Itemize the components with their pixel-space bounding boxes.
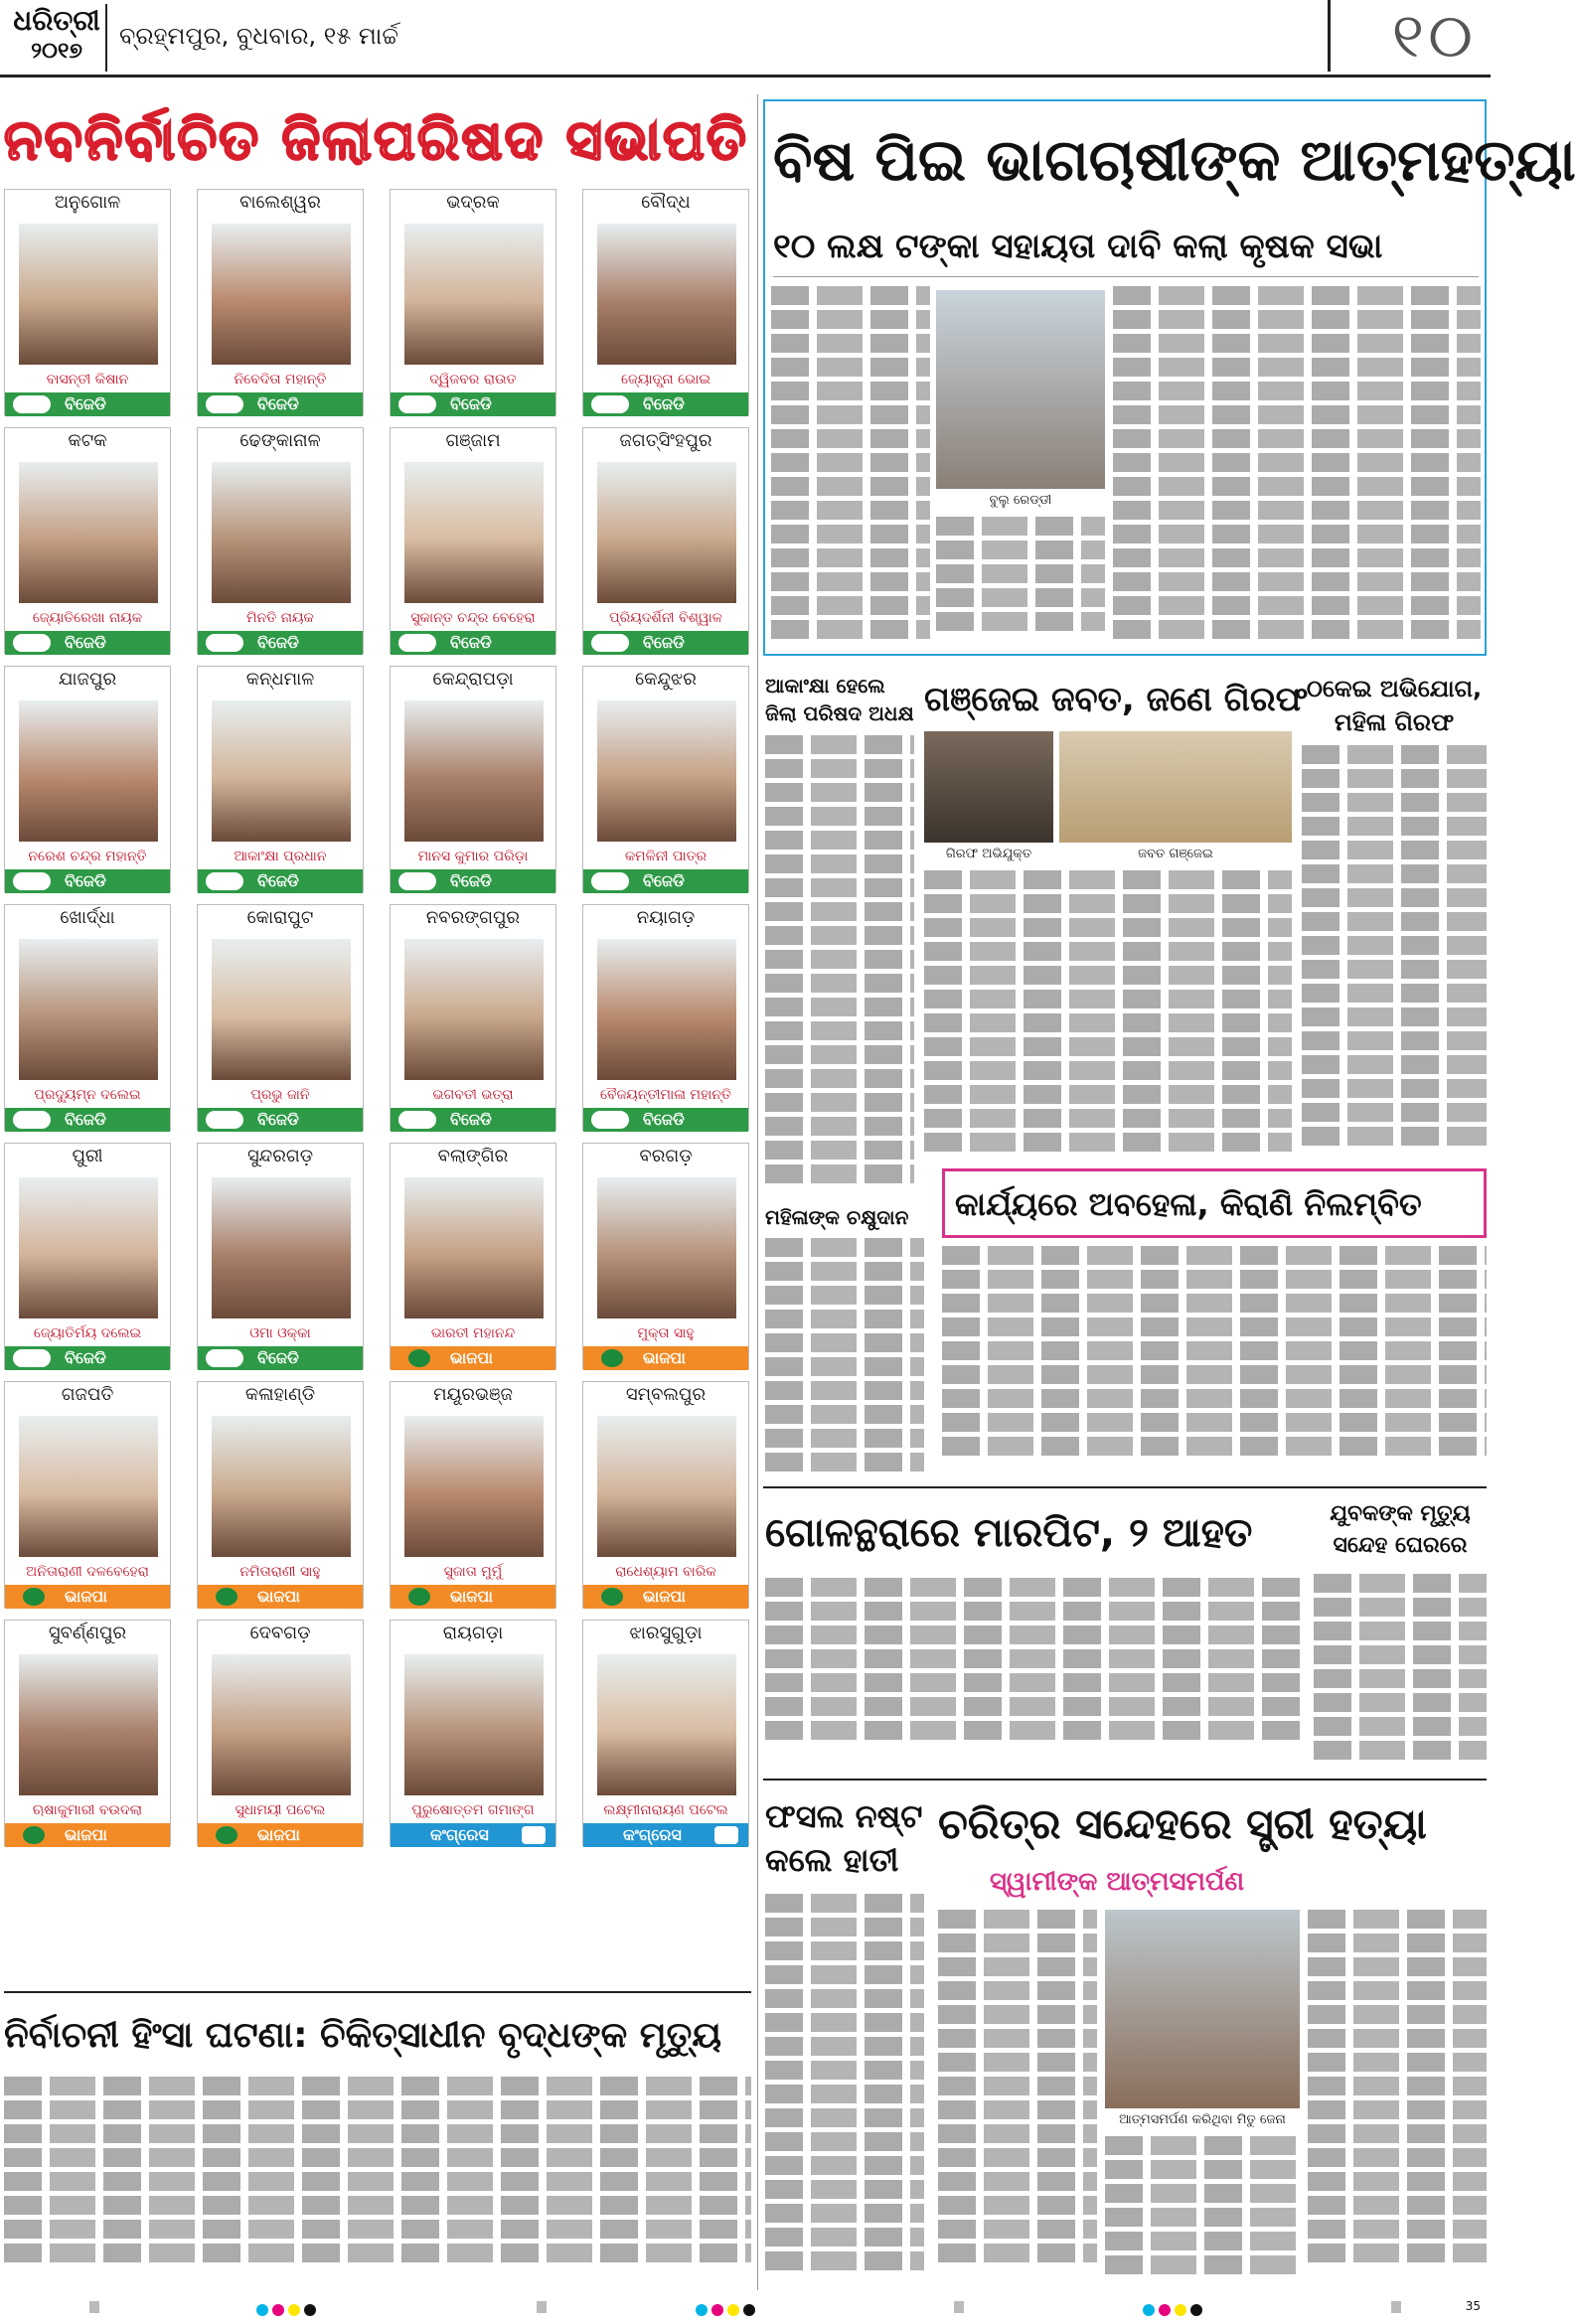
candidate-name: ସୁଜାତା ମୁର୍ମୁ xyxy=(443,1564,503,1580)
section-title-zp-chairs: ନବନିର୍ବାଚିତ ଜିଲାପରିଷଦ ସଭାପତି xyxy=(4,108,748,173)
article-body-clerk-suspended xyxy=(942,1246,1487,1476)
candidate-photo xyxy=(404,939,544,1080)
zp-chair-card xyxy=(197,1143,364,1369)
party-badge xyxy=(583,1585,748,1609)
party-label: ଭାଜପା xyxy=(65,1587,107,1606)
zp-chair-card xyxy=(390,189,556,415)
caption-accused: ଗିରଫ ଅଭିଯୁକ୍ତ xyxy=(945,847,1032,861)
district-name: ମୟୂରଭଞ୍ଜ xyxy=(433,1384,513,1405)
headline-wife-murder: ଚରିତ୍ର ସନ୍ଦେହରେ ସ୍ତ୍ରୀ ହତ୍ୟା xyxy=(938,1799,1427,1848)
party-label: ଭାଜପା xyxy=(257,1825,300,1844)
candidate-photo xyxy=(404,1177,544,1318)
party-label: ବିଜେଡି xyxy=(257,394,299,413)
zp-chair-card xyxy=(4,904,171,1131)
district-name: ଗଜପତି xyxy=(61,1384,114,1405)
candidate-photo xyxy=(404,462,544,603)
district-name: ଅନୁଗୋଳ xyxy=(54,192,121,213)
candidate-photo xyxy=(212,1654,351,1795)
hand-icon xyxy=(714,1826,738,1844)
candidate-name: ଜ୍ୟୋତିର୍ମୟ ଦଲେଇ xyxy=(33,1325,142,1341)
candidate-photo xyxy=(212,939,351,1080)
district-name: ସମ୍ବଲପୁର xyxy=(625,1384,707,1405)
zp-chair-grid xyxy=(4,189,751,1977)
district-name: ଖୋର୍ଦ୍ଧା xyxy=(60,907,115,928)
zp-chair-card xyxy=(390,1143,556,1369)
candidate-photo xyxy=(212,462,351,603)
headline-clerk-suspended: କାର୍ଯ୍ୟରେ ଅବହେଳା, କିରାଣି ନିଲମ୍ବିତ xyxy=(955,1185,1422,1223)
district-name: ଝାରସୁଗୁଡ଼ା xyxy=(629,1623,703,1643)
candidate-photo xyxy=(597,1416,736,1557)
candidate-name: ସୁକାନ୍ତ ଚନ୍ଦ୍ର ବେହେରା xyxy=(410,610,536,626)
party-label: ବିଜେଡି xyxy=(257,633,299,652)
district-name: ବଲାଙ୍ଗିର xyxy=(437,1146,509,1166)
zp-chair-card xyxy=(197,427,364,654)
page-number: ୧୦ xyxy=(1328,0,1477,72)
newspaper-logo xyxy=(8,4,107,72)
party-label: ବିଜେଡି xyxy=(643,633,685,652)
lotus-icon xyxy=(216,1826,237,1844)
party-label: ବିଜେଡି xyxy=(65,1110,106,1129)
party-badge xyxy=(391,869,555,893)
lotus-icon xyxy=(23,1588,45,1606)
clerk-suspended-box xyxy=(942,1168,1487,1238)
candidate-name: ଲକ୍ଷ୍ମୀନାରାୟଣ ପଟେଲ xyxy=(603,1802,728,1818)
zp-chair-card xyxy=(4,1143,171,1369)
zp-chair-card xyxy=(390,1620,556,1846)
candidate-name: ପ୍ରଭୁ ଜାନି xyxy=(250,1087,310,1103)
lead-story-box xyxy=(763,99,1576,656)
party-badge xyxy=(391,1823,555,1847)
district-name: ବୌଦ୍ଧ xyxy=(641,192,691,213)
color-dots xyxy=(1143,2301,1206,2313)
zp-chair-card xyxy=(582,189,749,415)
party-label: ବିଜେଡି xyxy=(257,871,299,890)
photo-accused xyxy=(924,731,1053,843)
zp-chair-card xyxy=(197,904,364,1131)
candidate-photo xyxy=(597,462,736,603)
party-badge xyxy=(5,1108,170,1132)
party-label: ବିଜେଡି xyxy=(643,1110,685,1129)
logo-year: ୨୦୧୭ xyxy=(31,39,82,64)
article-body-golanthara xyxy=(765,1578,1302,1767)
party-badge xyxy=(5,631,170,655)
candidate-photo xyxy=(212,224,351,365)
article-body-wife-murder-col1 xyxy=(938,1910,1097,2287)
candidate-photo xyxy=(597,700,736,842)
party-label: ବିଜେଡି xyxy=(450,1110,492,1129)
column-divider xyxy=(757,94,758,2290)
conch-icon xyxy=(398,395,436,413)
district-name: ରାୟଗଡ଼ା xyxy=(442,1623,504,1643)
candidate-name: ଅନିତାରାଣୀ ଦଳବେହେରା xyxy=(26,1564,149,1580)
candidate-name: ନିବେଦିତା ମହାନ୍ତି xyxy=(234,372,327,387)
district-name: କନ୍ଧମାଳ xyxy=(245,669,315,690)
candidate-name: ସୁଧାମୟୀ ପଟେଲ xyxy=(235,1802,326,1818)
color-dots xyxy=(696,2301,759,2313)
conch-icon xyxy=(206,1349,243,1367)
article-body-youth-death xyxy=(1314,1574,1487,1769)
district-name: ଦେବଗଡ଼ xyxy=(249,1623,311,1643)
candidate-name: ଆକାଂକ୍ଷା ପ୍ରଧାନ xyxy=(234,849,327,864)
zp-chair-card xyxy=(582,904,749,1131)
conch-icon xyxy=(206,634,243,652)
candidate-name: ମୁକ୍ତା ସାହୁ xyxy=(637,1325,695,1341)
candidate-name: ଦ୍ୱିଜବର ରାଉତ xyxy=(429,372,517,387)
party-label: ବିଜେଡି xyxy=(450,633,492,652)
zp-chair-card xyxy=(197,1381,364,1608)
zp-chair-card xyxy=(4,666,171,892)
party-label: ବିଜେଡି xyxy=(65,871,106,890)
lotus-icon xyxy=(408,1349,430,1367)
party-badge xyxy=(583,631,748,655)
headline-lead: ବିଷ ପିଇ ଭାଗଚାଷୀଙ୍କ ଆତ୍ମହତ୍ୟା xyxy=(773,126,1576,194)
subhead-lead: ୧୦ ଲକ୍ଷ ଟଙ୍କା ସହାୟତା ଦାବି କଲା କୃଷକ ସଭା xyxy=(773,217,1479,277)
party-badge xyxy=(198,1346,363,1370)
headline-fraud: ଠକେଇ ଅଭିଯୋଗ, ମହିଳା ଗିରଫ xyxy=(1306,675,1483,736)
party-label: ବିଜେଡି xyxy=(450,871,492,890)
registration-bar xyxy=(537,2301,547,2313)
party-label: ବିଜେଡି xyxy=(257,1110,299,1129)
zp-chair-card xyxy=(4,189,171,415)
district-name: ବରଗଡ଼ xyxy=(639,1146,693,1166)
candidate-photo xyxy=(19,1654,158,1795)
party-badge xyxy=(391,1346,555,1370)
article-body-election-violence xyxy=(4,2077,751,2285)
district-name: ଯାଜପୁର xyxy=(58,669,117,690)
candidate-photo xyxy=(19,1416,158,1557)
district-name: କୋରାପୁଟ xyxy=(246,907,314,928)
party-label: ବିଜେଡି xyxy=(65,394,106,413)
conch-icon xyxy=(206,1111,243,1129)
zp-chair-card xyxy=(197,666,364,892)
party-badge xyxy=(583,1823,748,1847)
footer-page-code: 35 xyxy=(1465,2299,1481,2313)
candidate-name: କମଳିନୀ ପାତ୍ର xyxy=(624,849,708,864)
party-badge xyxy=(198,631,363,655)
dateline: ବ୍ରହ୍ମପୁର, ବୁଧବାର, ୧୫ ମାର୍ଚ୍ଚ xyxy=(119,22,398,50)
conch-icon xyxy=(13,1349,51,1367)
article-body-lead-col2 xyxy=(936,517,1105,650)
party-label: ବିଜେଡି xyxy=(643,394,685,413)
party-label: ଭାଜପା xyxy=(643,1587,686,1606)
article-body-eye-donation xyxy=(765,1238,924,1476)
headline-akansha: ଆକାଂକ୍ଷା ହେଲେ ଜିଲା ପରିଷଦ ଅଧକ୍ଷ xyxy=(765,674,914,725)
article-body-fraud xyxy=(1302,745,1487,1162)
party-label: ବିଜେଡି xyxy=(65,1348,106,1367)
party-badge xyxy=(198,1108,363,1132)
registration-bar xyxy=(1391,2301,1401,2313)
zp-chair-card xyxy=(582,427,749,654)
candidate-name: ଭଗବତୀ ଭତ୍ରା xyxy=(432,1087,514,1103)
party-badge xyxy=(5,869,170,893)
lotus-icon xyxy=(601,1349,623,1367)
conch-icon xyxy=(206,395,243,413)
article-body-wife-murder-col2 xyxy=(1105,2136,1300,2287)
logo-title: ଧରିତ୍ରୀ xyxy=(13,4,100,37)
district-name: ଜଗତ୍‌ସିଂହପୁର xyxy=(619,430,712,451)
conch-icon xyxy=(591,395,629,413)
conch-icon xyxy=(591,872,629,890)
candidate-photo xyxy=(404,700,544,842)
party-label: ଭାଜପା xyxy=(65,1825,107,1844)
candidate-name: ମିନତି ନାୟକ xyxy=(246,610,314,626)
zp-chair-card xyxy=(390,427,556,654)
candidate-name: ପ୍ରିୟଦର୍ଶିନୀ ବିଶ୍ୱାଳ xyxy=(609,610,722,626)
divider xyxy=(4,1991,751,1993)
party-badge xyxy=(391,392,555,416)
photo-seized-ganja xyxy=(1059,731,1292,843)
zp-chair-card xyxy=(582,1620,749,1846)
party-badge xyxy=(5,392,170,416)
headline-ganja: ଗଞ୍ଜେଇ ଜବତ, ଜଣେ ଗିରଫ xyxy=(924,680,1309,719)
party-label: ଭାଜପା xyxy=(450,1348,493,1367)
hand-icon xyxy=(522,1826,546,1844)
color-dots xyxy=(256,2301,320,2313)
zp-chair-card xyxy=(390,666,556,892)
candidate-photo xyxy=(404,1654,544,1795)
party-label: ବିଜେଡି xyxy=(450,394,492,413)
candidate-name: ଭାରତୀ ମହାନନ୍ଦ xyxy=(430,1325,516,1341)
candidate-name: ଋଷାକୁମାରୀ ବଉଦଲା xyxy=(32,1802,143,1818)
party-badge xyxy=(583,1108,748,1132)
party-badge xyxy=(198,1585,363,1609)
conch-icon xyxy=(591,1111,629,1129)
caption-seized: ଜବତ ଗଞ୍ଜେଇ xyxy=(1138,847,1213,861)
candidate-name: ନରେଶ ଚନ୍ଦ୍ର ମହାନ୍ତି xyxy=(28,849,147,864)
party-badge xyxy=(5,1585,170,1609)
candidate-photo xyxy=(19,462,158,603)
candidate-photo xyxy=(597,1177,736,1318)
conch-icon xyxy=(591,634,629,652)
zp-chair-card xyxy=(582,666,749,892)
zp-chair-card xyxy=(390,904,556,1131)
candidate-photo xyxy=(19,700,158,842)
headline-crop-damage: ଫସଲ ନଷ୍ଟ କଲେ ହାତୀ xyxy=(765,1797,923,1879)
photo-lead-victim xyxy=(936,290,1105,489)
party-badge xyxy=(198,1823,363,1847)
print-registration-marks xyxy=(0,2297,1491,2317)
party-badge xyxy=(198,869,363,893)
masthead xyxy=(0,0,1491,77)
district-name: କେନ୍ଦ୍ରାପଡ଼ା xyxy=(432,669,514,690)
headline-eye-donation: ମହିଳାଙ୍କ ଚକ୍ଷୁଦାନ xyxy=(765,1205,909,1229)
candidate-photo xyxy=(19,224,158,365)
zp-chair-card xyxy=(4,427,171,654)
conch-icon xyxy=(13,872,51,890)
conch-icon xyxy=(398,634,436,652)
zp-chair-card xyxy=(197,1620,364,1846)
party-label: ବିଜେଡି xyxy=(65,633,106,652)
candidate-photo xyxy=(212,1416,351,1557)
district-name: ସୁବର୍ଣ୍ଣପୁର xyxy=(48,1623,127,1643)
lotus-icon xyxy=(408,1588,430,1606)
zp-chair-card xyxy=(4,1381,171,1608)
district-name: ଭଦ୍ରକ xyxy=(446,192,500,213)
article-body-ganja xyxy=(924,870,1292,1164)
party-badge xyxy=(5,1823,170,1847)
headline-election-violence: ନିର୍ବାଚନୀ ହିଂସା ଘଟଣା: ଚିକିତ୍ସାଧୀନ ବୃଦ୍ଧଙ୍କ ମୃତ୍ୟୁ xyxy=(4,2015,722,2056)
district-name: ନବରଙ୍ଗପୁର xyxy=(425,907,521,928)
subhead-wife-murder: ସ୍ୱାମୀଙ୍କ ଆତ୍ମସମର୍ପଣ xyxy=(989,1867,1245,1897)
district-name: ସୁନ୍ଦରଗଡ଼ xyxy=(246,1146,314,1166)
conch-icon xyxy=(206,872,243,890)
party-badge xyxy=(583,869,748,893)
district-name: କଳାହାଣ୍ଡି xyxy=(244,1384,316,1405)
party-label: ବିଜେଡି xyxy=(257,1348,299,1367)
party-badge xyxy=(583,1346,748,1370)
zp-chair-card xyxy=(197,189,364,415)
district-name: କଟକ xyxy=(68,430,107,451)
lotus-icon xyxy=(216,1588,237,1606)
district-name: ଗଞ୍ଜାମ xyxy=(445,430,501,451)
party-label: ବିଜେଡି xyxy=(643,871,685,890)
registration-bar xyxy=(89,2301,99,2313)
article-body-lead-col3 xyxy=(1113,286,1481,650)
candidate-name: ବାସନ୍ତୀ କିଷାନ xyxy=(46,372,129,387)
conch-icon xyxy=(398,1111,436,1129)
district-name: ଢେଙ୍କାନାଳ xyxy=(239,430,321,451)
district-name: ପୁରୀ xyxy=(72,1146,103,1166)
party-label: କଂଗ୍ରେସ xyxy=(430,1825,489,1844)
party-badge xyxy=(198,392,363,416)
party-label: ଭାଜପା xyxy=(643,1348,686,1367)
district-name: ବାଲେଶ୍ୱର xyxy=(239,192,321,213)
party-badge xyxy=(391,1585,555,1609)
candidate-photo xyxy=(597,224,736,365)
zp-chair-card xyxy=(4,1620,171,1846)
zp-chair-card xyxy=(582,1143,749,1369)
candidate-photo xyxy=(404,224,544,365)
conch-icon xyxy=(13,395,51,413)
district-name: ନୟାଗଡ଼ xyxy=(636,907,696,928)
candidate-name: ବୈଜୟନ୍ତୀମାଳା ମହାନ୍ତି xyxy=(600,1087,731,1103)
divider xyxy=(763,1779,1487,1781)
headline-golanthara: ଗୋଳନ୍ଥରାରେ ମାରପିଟ, ୨ ଆହତ xyxy=(765,1510,1253,1556)
candidate-photo xyxy=(19,1177,158,1318)
article-body-lead-col1 xyxy=(771,286,930,650)
conch-icon xyxy=(13,1111,51,1129)
article-body-crop-damage xyxy=(765,1894,924,2287)
candidate-photo xyxy=(404,1416,544,1557)
party-badge xyxy=(583,392,748,416)
party-label: ଭାଜପା xyxy=(450,1587,493,1606)
candidate-photo xyxy=(19,939,158,1080)
candidate-photo xyxy=(212,700,351,842)
party-badge xyxy=(391,1108,555,1132)
district-name: କେନ୍ଦୁଝର xyxy=(635,669,697,690)
photo-accused-husband xyxy=(1105,1910,1300,2108)
candidate-photo xyxy=(597,939,736,1080)
candidate-name: ଜ୍ୟୋତ୍ସ୍ନା ଭୋଇ xyxy=(621,372,710,387)
party-label: ଭାଜପା xyxy=(257,1587,300,1606)
lotus-icon xyxy=(601,1588,623,1606)
party-badge xyxy=(391,631,555,655)
divider xyxy=(763,1486,1487,1488)
lotus-icon xyxy=(23,1826,45,1844)
candidate-name: ପୁରୁଷୋତ୍ତମ ଗମାଙ୍ଗ xyxy=(411,1802,535,1818)
candidate-name: ରାଧେଶ୍ୟାମ ବାରିକ xyxy=(615,1564,716,1580)
candidate-name: ଓମା ଓକ୍କା xyxy=(249,1325,311,1341)
candidate-name: ପ୍ରଦ୍ୟୁମ୍ନ ଦଲେଇ xyxy=(34,1087,141,1103)
candidate-photo xyxy=(597,1654,736,1795)
zp-chair-card xyxy=(390,1381,556,1608)
headline-youth-death: ଯୁବକଙ୍କ ମୃତ୍ୟୁ ସନ୍ଦେହ ଘେରରେ xyxy=(1330,1501,1471,1558)
candidate-name: ମାନସ କୁମାର ପରିଡ଼ା xyxy=(417,849,529,864)
zp-chair-card xyxy=(582,1381,749,1608)
candidate-photo xyxy=(212,1177,351,1318)
registration-bar xyxy=(954,2301,964,2313)
conch-icon xyxy=(13,634,51,652)
candidate-name: ଜ୍ୟୋତିରେଖା ନାୟକ xyxy=(32,610,143,626)
party-label: କଂଗ୍ରେସ xyxy=(623,1825,682,1844)
caption-accused-husband: ଆତ୍ମସମର୍ପଣ କରିଥିବା ମିତୁ ଜେନା xyxy=(1119,2112,1286,2127)
article-body-wife-murder-col3 xyxy=(1308,1910,1487,2287)
candidate-name: ନମିତାରାଣୀ ସାହୁ xyxy=(239,1564,321,1580)
conch-icon xyxy=(398,872,436,890)
caption-lead: ବୁଲୁ ରେଡ୍ଡୀ xyxy=(989,493,1052,508)
party-badge xyxy=(5,1346,170,1370)
article-body-akansha xyxy=(765,735,914,1192)
